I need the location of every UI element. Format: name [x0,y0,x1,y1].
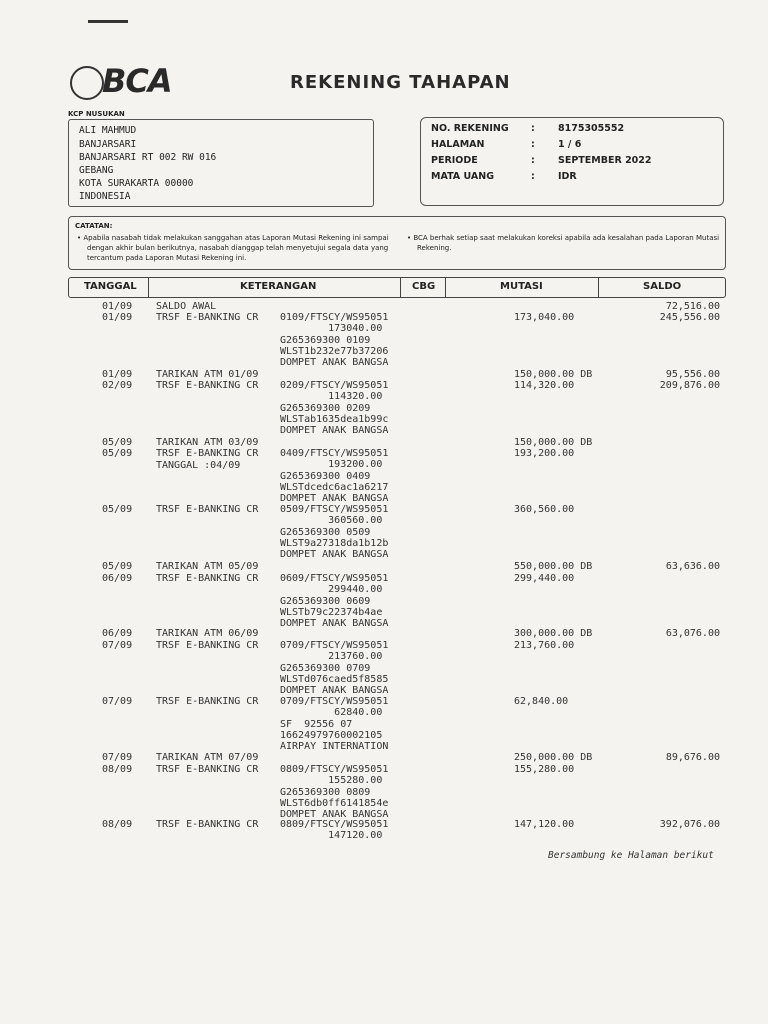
row-date: 01/09 [102,369,133,380]
row-mutasi: 360,560.00 [514,504,575,515]
period-value: SEPTEMBER 2022 [558,155,652,166]
bca-emblem-icon [70,66,104,100]
row-detail: 62840.00 [280,707,383,719]
row-detail: WLSTdcedc6ac1a6217 [280,481,389,493]
row-date: 01/09 [102,301,133,312]
row-mutasi: 173,040.00 [514,312,575,323]
page-row: HALAMAN : 1 / 6 [431,139,582,150]
row-detail: DOMPET ANAK BANGSA [280,549,389,561]
row-mutasi: 300,000.00 DB [514,628,593,639]
row-detail: WLSTab1635dea1b99c [280,413,389,425]
account-number-row: NO. REKENING : 8175305552 [431,123,625,134]
row-mutasi: 147,120.00 [514,819,575,830]
row-description: SALDO AWAL [156,301,217,312]
currency-value: IDR [558,171,577,182]
row-description: TRSF E-BANKING CR [156,448,259,459]
row-description: TRSF E-BANKING CR [156,764,259,775]
row-date: 05/09 [102,561,133,572]
row-detail: DOMPET ANAK BANGSA [280,357,389,369]
row-detail: WLST1b232e77b37206 [280,345,389,357]
row-date: 06/09 [102,628,133,639]
column-divider [400,277,401,298]
row-detail: 155280.00 [280,775,383,787]
row-saldo: 63,636.00 [665,561,720,572]
row-mutasi: 193,200.00 [514,448,575,459]
row-date: 08/09 [102,819,133,830]
row-date: 07/09 [102,752,133,763]
row-mutasi: 150,000.00 DB [514,369,593,380]
address-line: INDONESIA [79,191,131,202]
row-detail: 0609/FTSCY/WS95051 [280,573,389,584]
row-description: TRSF E-BANKING CR [156,312,259,323]
row-saldo: 72,516.00 [665,301,720,312]
branch-name: KCP NUSUKAN [68,110,125,118]
row-date: 02/09 [102,380,133,391]
row-detail: 16624979760002105 [280,729,383,741]
row-description: TRSF E-BANKING CR [156,504,259,515]
notes-title: CATATAN: [75,222,113,230]
row-saldo: 392,076.00 [659,819,720,830]
note-right: • BCA berhak setiap saat melakukan koreksi apabila ada kesalahan pada Laporan Mutasi Rekening. [407,234,720,252]
row-date: 06/09 [102,573,133,584]
brand-name: BCA [102,62,172,100]
row-description: TARIKAN ATM 03/09 [156,437,259,448]
row-detail: DOMPET ANAK BANGSA [280,618,389,630]
notes-box [68,216,726,270]
row-mutasi: 550,000.00 DB [514,561,593,572]
column-divider [148,277,149,298]
address-line: GEBANG [79,165,114,176]
row-mutasi: 299,440.00 [514,573,575,584]
row-detail: 0809/FTSCY/WS95051 [280,764,389,775]
account-info-box [420,117,724,206]
col-saldo: SALDO [643,281,682,292]
row-date: 05/09 [102,448,133,459]
row-saldo: 63,076.00 [665,628,720,639]
row-description: TRSF E-BANKING CR [156,696,259,707]
row-detail: 147120.00 [280,830,383,842]
row-mutasi: 213,760.00 [514,640,575,651]
row-detail: AIRPAY INTERNATION [280,741,389,753]
row-detail: G265369300 0609 [280,595,371,607]
row-description: TRSF E-BANKING CR [156,380,259,391]
row-description: TARIKAN ATM 01/09 [156,369,259,380]
row-detail: G265369300 0509 [280,526,371,538]
row-detail: WLSTb79c22374b4ae [280,606,383,618]
row-mutasi: 250,000.00 DB [514,752,593,763]
column-divider [445,277,446,298]
row-detail: 0809/FTSCY/WS95051 [280,819,389,830]
row-detail: WLST6db0ff6141854e [280,797,389,809]
row-saldo: 89,676.00 [665,752,720,763]
row-detail: 0709/FTSCY/WS95051 [280,696,389,707]
page-number: 1 / 6 [558,139,582,150]
row-mutasi: 62,840.00 [514,696,569,707]
row-detail: G265369300 0109 [280,334,371,346]
document-title: REKENING TAHAPAN [290,72,511,93]
note-left: • Apabila nasabah tidak melakukan sanggahan atas Laporan Mutasi Rekening ini sampai dengan akhir bulan berikutnya, nasabah dianggap telah menyetujui segala data yang tercantum pada Laporan Mutasi Rekening ini. [77,234,389,262]
row-detail: 360560.00 [280,515,383,527]
row-date: 05/09 [102,437,133,448]
row-mutasi: 155,280.00 [514,764,575,775]
row-detail: 0409/FTSCY/WS95051 [280,448,389,459]
currency-row: MATA UANG : IDR [431,171,577,182]
row-detail: 114320.00 [280,391,383,403]
row-detail: WLST9a27318da1b12b [280,537,389,549]
address-box [68,119,374,207]
row-description: TANGGAL :04/09 [156,460,241,471]
row-description: TRSF E-BANKING CR [156,573,259,584]
row-detail: 213760.00 [280,651,383,663]
row-date: 05/09 [102,504,133,515]
address-line: ALI MAHMUD [79,125,137,136]
column-divider [598,277,599,298]
row-detail: 173040.00 [280,323,383,335]
row-date: 08/09 [102,764,133,775]
account-number: 8175305552 [558,123,625,134]
col-cbg: CBG [412,281,436,292]
continuation-note: Bersambung ke Halaman berikut [548,850,714,861]
address-line: KOTA SURAKARTA 00000 [79,178,194,189]
row-detail: DOMPET ANAK BANGSA [280,425,389,437]
row-detail: 0109/FTSCY/WS95051 [280,312,389,323]
row-saldo: 95,556.00 [665,369,720,380]
row-detail: 0509/FTSCY/WS95051 [280,504,389,515]
row-detail: 0209/FTSCY/WS95051 [280,380,389,391]
row-date: 07/09 [102,696,133,707]
row-detail: G265369300 0209 [280,402,371,414]
row-detail: G265369300 0409 [280,470,371,482]
row-saldo: 245,556.00 [659,312,720,323]
row-detail: SF 92556 07 [280,718,353,730]
col-keterangan: KETERANGAN [240,281,317,292]
row-detail: DOMPET ANAK BANGSA [280,685,389,697]
row-detail: G265369300 0809 [280,786,371,798]
row-detail: 0709/FTSCY/WS95051 [280,640,389,651]
row-date: 07/09 [102,640,133,651]
row-description: TRSF E-BANKING CR [156,640,259,651]
bca-logo [70,64,180,100]
row-description: TARIKAN ATM 07/09 [156,752,259,763]
row-description: TARIKAN ATM 06/09 [156,628,259,639]
row-mutasi: 150,000.00 DB [514,437,593,448]
period-row: PERIODE : SEPTEMBER 2022 [431,155,652,166]
row-saldo: 209,876.00 [659,380,720,391]
address-line: BANJARSARI [79,139,137,150]
row-detail: 193200.00 [280,459,383,471]
row-detail: 299440.00 [280,584,383,596]
col-tanggal: TANGGAL [84,281,137,292]
row-detail: DOMPET ANAK BANGSA [280,493,389,505]
address-line: BANJARSARI RT 002 RW 016 [79,152,217,163]
row-detail: WLSTd076caed5f8585 [280,673,389,685]
page-mark [88,20,128,23]
row-detail: G265369300 0709 [280,662,371,674]
table-header [68,277,726,298]
col-mutasi: MUTASI [500,281,543,292]
row-description: TRSF E-BANKING CR [156,819,259,830]
row-description: TARIKAN ATM 05/09 [156,561,259,572]
row-detail: DOMPET ANAK BANGSA [280,809,389,821]
row-mutasi: 114,320.00 [514,380,575,391]
row-date: 01/09 [102,312,133,323]
